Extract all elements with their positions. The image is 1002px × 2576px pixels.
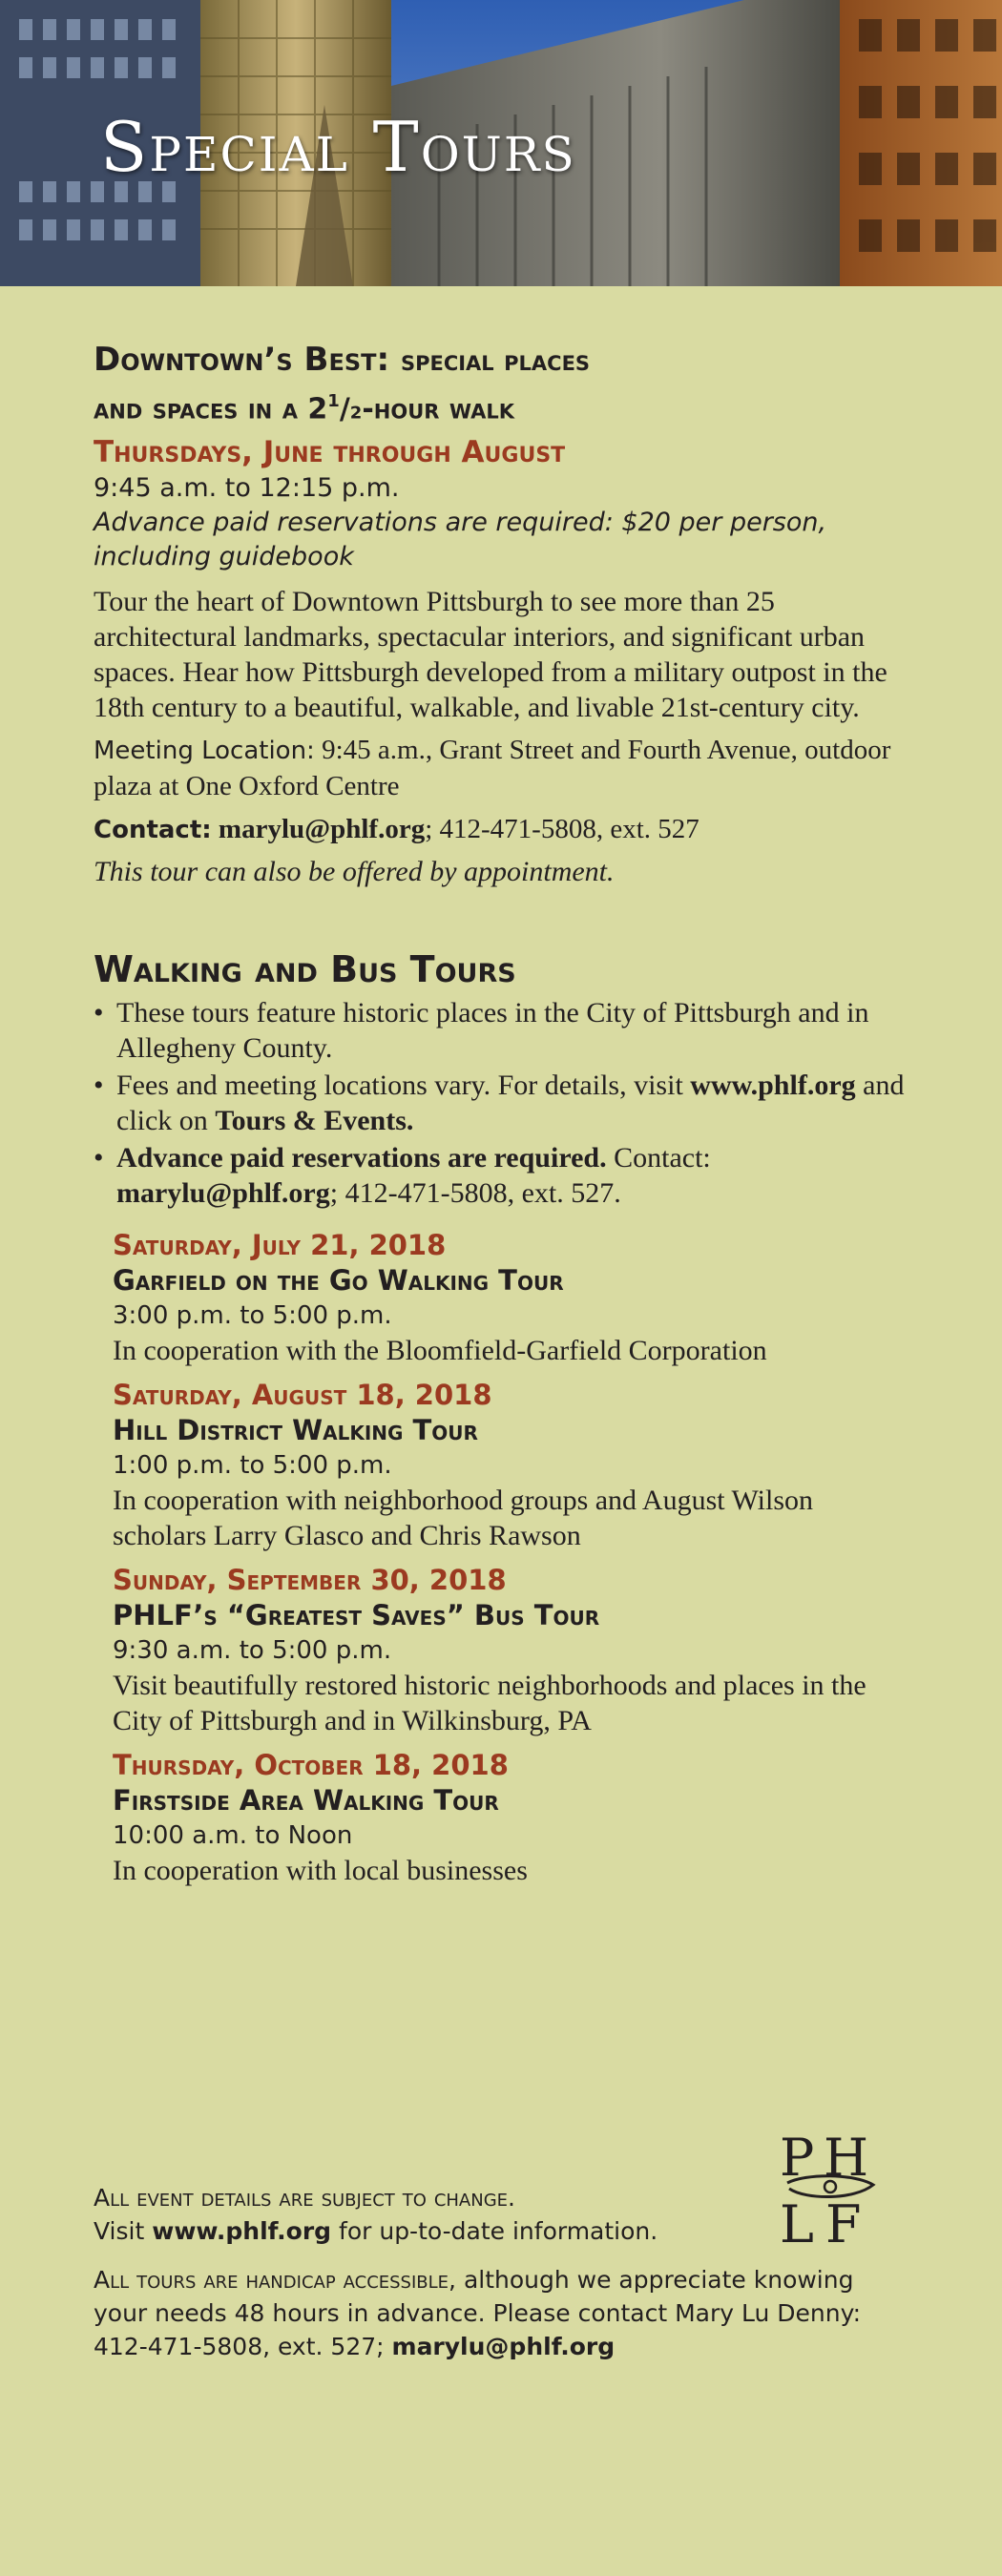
tour-info-bullet-2 bbox=[94, 1068, 905, 1138]
change-notice-caps: All event details are subject to change. bbox=[94, 2184, 515, 2212]
visit-text-a: Visit bbox=[94, 2217, 153, 2245]
contact-label: Contact: bbox=[94, 816, 212, 845]
event-description: In cooperation with the Bloomfield-Garfield Corporation bbox=[113, 1335, 767, 1367]
event-item bbox=[113, 1748, 905, 1888]
contact-email[interactable]: marylu@phlf.org bbox=[218, 814, 426, 845]
footer-website-link[interactable]: www.phlf.org bbox=[152, 2217, 332, 2245]
meeting-text: 9:45 a.m., Grant Street and Fourth Avenue, outdoor plaza at One Oxford Centre bbox=[94, 735, 891, 802]
event-title: Hill District Walking Tour bbox=[113, 1414, 478, 1447]
tour-info-bullet-1: • These tours feature historic places in the City of Pittsburgh and in Allegheny County. bbox=[94, 995, 905, 1066]
downtown-title-main: Downtown’s Best: bbox=[94, 341, 390, 379]
event-description: In cooperation with local businesses bbox=[113, 1855, 528, 1887]
event-time: 3:00 p.m. to 5:00 p.m. bbox=[113, 1301, 392, 1331]
meeting-label: Meeting Location: bbox=[94, 737, 315, 766]
contact-phone: ; 412-471-5808, ext. 527 bbox=[425, 814, 699, 845]
event-item bbox=[113, 1378, 905, 1553]
downtown-contact bbox=[94, 812, 905, 848]
phlf-monogram-icon bbox=[778, 2126, 883, 2250]
bullet3-email[interactable]: marylu@phlf.org bbox=[116, 1177, 330, 1210]
downtowns-best-section bbox=[94, 340, 905, 890]
phlf-logo bbox=[778, 2126, 883, 2250]
downtown-reservation: Advance paid reservations are required: $20 per person, including guidebook bbox=[94, 508, 827, 572]
visit-text-b: for up-to-date information. bbox=[331, 2217, 658, 2245]
event-date: Thursday, October 18, 2018 bbox=[113, 1749, 509, 1782]
event-time: 1:00 p.m. to 5:00 p.m. bbox=[113, 1451, 392, 1481]
downtown-description: Tour the heart of Downtown Pittsburgh to see more than 25 architectural landmarks, spectacular interiors, and significant urban spaces. Hear how Pittsburgh developed from a military outpost in the 18th century to a beautiful, walkable, and livable 21st-century city. bbox=[94, 586, 887, 724]
event-title: PHLF’s “Greatest Saves” Bus Tour bbox=[113, 1599, 600, 1632]
event-item bbox=[113, 1228, 905, 1368]
downtown-title-sup: 1 bbox=[327, 391, 340, 411]
tour-info-list bbox=[94, 995, 905, 1211]
page-title: Special Tours bbox=[100, 107, 576, 187]
walking-tours-title: Walking and Bus Tours bbox=[94, 948, 516, 991]
downtown-title-sub: 2 bbox=[349, 403, 363, 424]
bullet3-phone: ; 412-471-5808, ext. 527. bbox=[329, 1177, 621, 1210]
svg-text:P: P bbox=[780, 2128, 815, 2188]
svg-text:F: F bbox=[825, 2194, 862, 2250]
event-time: 10:00 a.m. to Noon bbox=[113, 1821, 353, 1851]
tour-info-bullet-3 bbox=[94, 1140, 905, 1211]
event-description: Visit beautifully restored historic neighborhoods and places in the City of Pittsburgh and in Wilkinsburg, PA bbox=[113, 1670, 866, 1737]
event-description: In cooperation with neighborhood groups and August Wilson scholars Larry Glasco and Chris Rawson bbox=[113, 1485, 813, 1552]
accessibility-notice bbox=[94, 2263, 886, 2363]
bullet3-emphasis: Advance paid reservations are required. bbox=[116, 1142, 607, 1174]
svg-text:H: H bbox=[824, 2128, 869, 2188]
walking-bus-tours-section bbox=[94, 947, 905, 1888]
downtown-title-rest: special places bbox=[400, 344, 591, 378]
event-date: Saturday, August 18, 2018 bbox=[113, 1379, 492, 1412]
downtown-title bbox=[94, 340, 905, 433]
event-date: Sunday, September 30, 2018 bbox=[113, 1564, 507, 1597]
accessibility-text: although we appreciate knowing your needs 48 hours in advance. Please contact Mary Lu Denny: 412-471-5808, ext. 527; bbox=[94, 2266, 861, 2360]
bullet2-text-a: Fees and meeting locations vary. For details, visit bbox=[116, 1070, 691, 1102]
event-date: Saturday, July 21, 2018 bbox=[113, 1229, 447, 1262]
event-time: 9:30 a.m. to 5:00 p.m. bbox=[113, 1636, 392, 1666]
accessibility-email[interactable]: marylu@phlf.org bbox=[391, 2333, 616, 2360]
downtown-meeting-location bbox=[94, 733, 905, 804]
accessibility-caps: All tours are handicap accessible, bbox=[94, 2266, 456, 2294]
main-content bbox=[94, 340, 905, 2360]
downtown-title-line2a: and spaces in a 2 bbox=[94, 392, 328, 426]
downtown-title-frac: / bbox=[339, 392, 350, 426]
downtown-date: Thursdays, June through August bbox=[94, 435, 566, 470]
bullet3-text: Contact: bbox=[606, 1142, 711, 1174]
event-title: Firstside Area Walking Tour bbox=[113, 1784, 499, 1818]
svg-text:L: L bbox=[780, 2194, 814, 2250]
bullet2-text-b: and click on bbox=[116, 1070, 905, 1137]
downtown-time: 9:45 a.m. to 12:15 p.m. bbox=[94, 473, 400, 504]
event-title: Garfield on the Go Walking Tour bbox=[113, 1264, 564, 1298]
event-item bbox=[113, 1563, 905, 1738]
phlf-website-link[interactable]: www.phlf.org bbox=[690, 1070, 856, 1102]
downtown-title-line2b: -hour walk bbox=[362, 392, 514, 426]
tours-events-label: Tours & Events. bbox=[215, 1105, 414, 1137]
appointment-note: This tour can also be offered by appointment. bbox=[94, 856, 615, 888]
header-photo-banner bbox=[0, 0, 1002, 286]
